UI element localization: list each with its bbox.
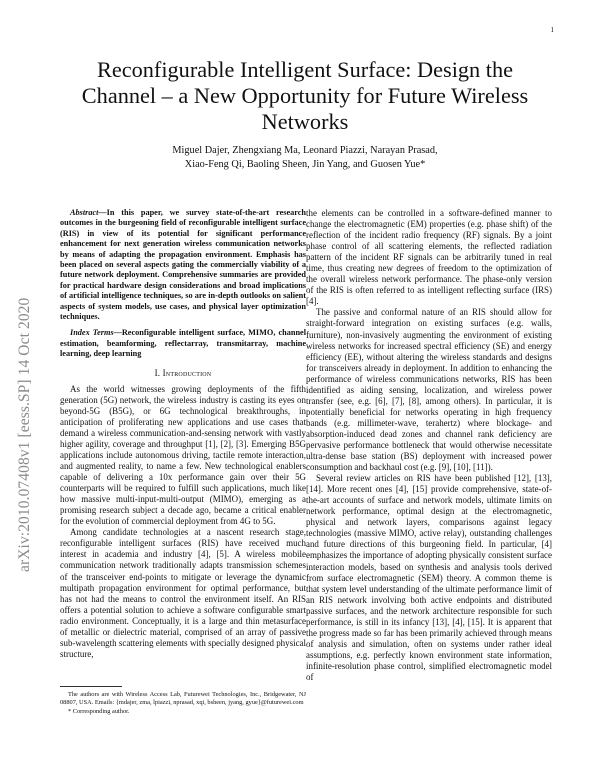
body-paragraph: The passive and conformal nature of an RIS should allow for straight-forward integration on existing surfaces (e.g. walls, furniture), non-invasively augmenting the environment of existing wireless networks for increased spectral efficiency (SE) and energy efficiency (EE), without altering the wireless standards and designs for transceivers already in deployment. In addition to enhancing the performance of wireless communications networks, RIS has been identified as aiding sensing, localization, and wireless power transfer (see, e.g. [6], [7], [8], among others). In particular, it is potentially beneficial for networks operating in high frequency bands (e.g. millimeter-wave, terahertz) where blockage- and absorption-induced dead zones and channel rank deficiency are pervasive performance bottleneck that would otherwise necessitate ultra-dense base station (BS) deployment with increased power consumption and backhaul cost (e.g. [9], [10], [11]). bbox=[306, 307, 552, 473]
body-paragraph: Among candidate technologies at a nascent research stage, reconfigurable intelligent surfaces (RIS) have received much interest in academia and industry [4], [5]. A wireless mobile communication network traditionally adapts transmission schemes of the transceiver end-points to mitigate or leverage the dynamic multipath propagation environment for optimal performance, but has not had the means to control the environment itself. An RIS offers a potential solution to achieve a software configurable smart radio environment. Conceptually, it is a large and thin metasurface of metallic or dielectric material, comprised of an array of passive sub-wavelength scattering elements with specially designed physical structure, bbox=[60, 527, 306, 659]
title-line: Networks bbox=[261, 109, 349, 134]
title-line: Reconfigurable Intelligent Surface: Design the bbox=[96, 57, 514, 82]
body-paragraph: Several review articles on RIS have been published [12], [13], [14]. More recent ones [4], [15] provide comprehensive, state-of-the-art accounts of surface and network models, ultimate limits on network performance, optimal design at the electromagnetic, physical and network layers, comparisons against legacy technologies (massive MIMO, active relay), outstanding challenges and future directions of this burgeoning field. In particular, [4] emphasizes the importance of adopting physically consistent surface interaction models, based on synthesis and analysis tools derived from surface electromagnetic (SEM) theory. A common theme is that system level understanding of the ultimate performance limit of an RIS network involving both active endpoints and distributed passive surfaces, and the network architecture responsible for such performance, is still in its infancy [13], [4], [15]. It is apparent that the progress made so far has been primarily achieved through means of analysis and simulation, often on systems under rather ideal assumptions, e.g. perfectly known environment state information, infinite-resolution phase control, simplified electromagnetic model of bbox=[306, 473, 552, 682]
page-number: 1 bbox=[550, 26, 554, 34]
author-line: Xiao-Feng Qi, Baoling Sheen, Jin Yang, and Guosen Yue* bbox=[184, 159, 426, 170]
footnote-rule bbox=[60, 686, 122, 687]
right-column bbox=[306, 208, 552, 683]
body-paragraph: As the world witnesses growing deployments of the fifth generation (5G) network, the wireless industry is casting its eyes on beyond-5G (B5G), or 6G technological breakthroughs, in anticipation of proliferating new applications and use cases that demand a wireless communication-and-sensing network with vastly higher agility, coverage and throughput [1], [2], [3]. Emerging B5G applications include autonomous driving, tactile remote interaction, and augmented reality, to name a few. New technological enablers capable of delivering a 10x performance gain over their 5G counterparts will be required to fulfill such applications, much like how massive multi-input-multi-output (MIMO), emerging as a promising research subject a decade ago, became a critical enabler for the evolution of commercial deployment from 4G to 5G. bbox=[60, 383, 306, 527]
paper-title bbox=[60, 57, 550, 135]
section-heading: I. Introduction bbox=[154, 367, 212, 378]
title-line: Channel – a New Opportunity for Future Wireless bbox=[81, 83, 529, 108]
footnote-corresponding: * Corresponding author. bbox=[68, 707, 130, 715]
abstract bbox=[60, 208, 306, 322]
left-column bbox=[60, 208, 306, 660]
footnote-affiliation: The authors are with Wireless Access Lab, Futurewei Technologies, Inc., Bridgewater, NJ 08807, USA. Emails: {mdajer, zma, lpiazzi, nprasad, xqi, bsheen, jyang, gyue}@futurewei.com bbox=[60, 691, 306, 707]
index-terms-text: —Reconfigurable intelligent surface, MIMO, channel estimation, beamforming, reflectarray, transmitarray, machine learning, deep learning bbox=[60, 328, 306, 359]
footnotes bbox=[60, 686, 306, 716]
index-terms bbox=[60, 328, 306, 359]
author-list bbox=[60, 144, 550, 172]
author-line: Miguel Dajer, Zhengxiang Ma, Leonard Piazzi, Narayan Prasad, bbox=[172, 145, 438, 156]
abstract-label: Abstract bbox=[70, 208, 99, 217]
arxiv-identifier: arXiv:2010.07408v1 [eess.SP] 14 Oct 2020 bbox=[16, 297, 33, 572]
abstract-text: —In this paper, we survey state-of-the-art research outcomes in the burgeoning field of reconfigurable intelligent surface (RIS) in view of its potential for significant performance enhancement for next generation wireless communication networks by means of adapting the propagation environment. Emphasis has been placed on several aspects gating the commercially viability of a future network deployment. Comprehensive summaries are provided for practical hardware design considerations and broad implications of artificial intelligence techniques, so are in-depth outlooks on salient aspects of system models, use cases, and physical layer optimization techniques. bbox=[60, 208, 306, 322]
index-terms-label: Index Terms bbox=[70, 328, 114, 338]
body-paragraph: the elements can be controlled in a software-defined manner to change the electromagnetic (EM) properties (e.g. phase shift) of the reflection of the incident radio frequency (RF) signals. By a joint phase control of all scattering elements, the reflected radiation pattern of the incident RF signals can be arbitrarily tuned in real time, thus creating new degrees of freedom to the optimization of the overall wireless network performance. The phase-only version of the RIS is often referred to as intelligent reflecting surface (IRS) [4]. bbox=[306, 208, 552, 307]
